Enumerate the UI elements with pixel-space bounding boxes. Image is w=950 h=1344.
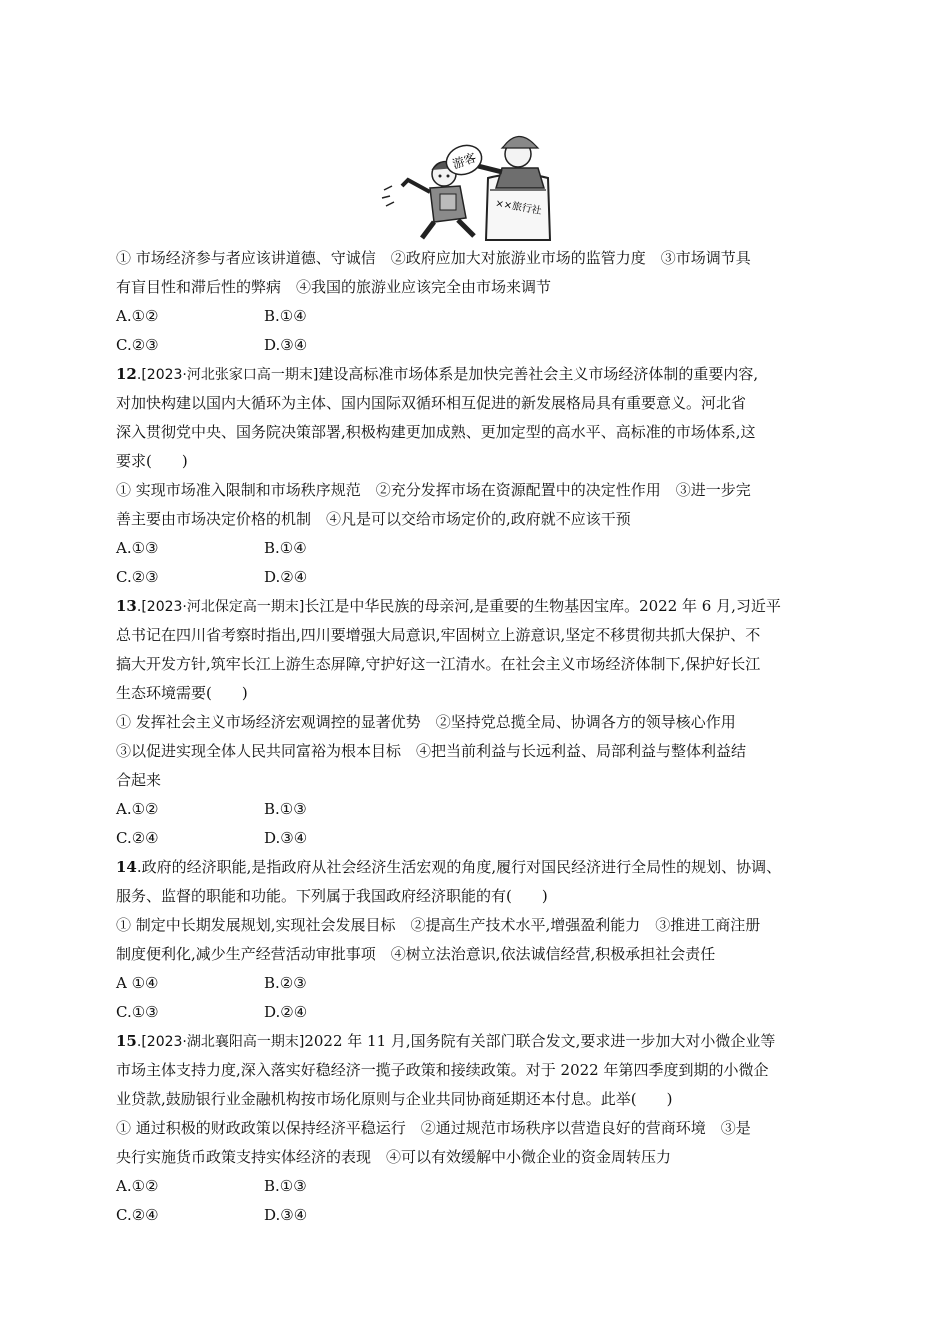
q12-stem-text-1: 建设高标准市场体系是加快完善社会主义市场经济体制的重要内容, xyxy=(318,365,759,383)
q14-choices-row-1 xyxy=(116,969,840,998)
q14-choices-row-2 xyxy=(116,998,840,1027)
q14-number: 14 xyxy=(116,858,137,876)
q12-stem-line-2: 对加快构建以国内大循环为主体、国内国际双循环相互促进的新发展格局具有重要意义。河北省 xyxy=(116,394,747,412)
q13-choice-a: A.①② xyxy=(116,800,159,818)
q12-choice-c: C.②③ xyxy=(116,568,159,586)
q15-choice-a: A.①② xyxy=(116,1177,159,1195)
q11-options-line-1: ① 市场经济参与者应该讲道德、守诚信 ②政府应加大对旅游业市场的监管力度 ③市场调节具 xyxy=(116,249,751,267)
q14-stem-line-2: 服务、监督的职能和功能。下列属于我国政府经济职能的有( ) xyxy=(116,887,548,905)
q12-choices-row-1 xyxy=(116,534,840,563)
q15-stem-line-3: 业贷款,鼓励银行业金融机构按市场化原则与企业共同协商延期还本付息。此举( ) xyxy=(116,1090,673,1108)
q14-stem-text-1: .政府的经济职能,是指政府从社会经济生活宏观的角度,履行对国民经济进行全局性的规划、协调、 xyxy=(136,858,782,876)
q15-stem-text-1: 2022 年 11 月,国务院有关部门联合发文,要求进一步加大对小微企业等 xyxy=(304,1032,776,1050)
q13-stem-text-1: 长江是中华民族的母亲河,是重要的生物基因宝库。2022 年 6 月,习近平 xyxy=(304,597,781,615)
question-12 xyxy=(116,360,840,592)
q15-choices-row-1 xyxy=(116,1172,840,1201)
q13-source: .[2023·河北保定高一期末] xyxy=(136,599,305,615)
q13-number: 13 xyxy=(116,597,137,615)
q13-stem-line-1 xyxy=(116,592,840,621)
q12-options-line-2: 善主要由市场决定价格的机制 ④凡是可以交给市场定价的,政府就不应该干预 xyxy=(116,510,631,528)
q13-choice-b: B.①③ xyxy=(264,800,307,818)
q12-choice-a: A.①③ xyxy=(116,539,159,557)
q12-choices-row-2 xyxy=(116,563,840,592)
q11-choice-b: B.①④ xyxy=(264,307,307,325)
q15-choice-b: B.①③ xyxy=(264,1177,307,1195)
q11-choices-row-1 xyxy=(116,302,840,331)
question-15 xyxy=(116,1027,840,1230)
q15-number: 15 xyxy=(116,1032,137,1050)
q13-choice-c: C.②④ xyxy=(116,829,159,847)
q11-choice-a: A.①② xyxy=(116,307,159,325)
q12-stem-line-4: 要求( ) xyxy=(116,452,188,470)
q14-choice-a: A ①④ xyxy=(116,974,159,992)
shop-sign-text: ××旅行社 xyxy=(494,198,543,218)
q14-choice-d: D.②④ xyxy=(264,1003,308,1021)
question-11 xyxy=(116,244,840,360)
q12-number: 12 xyxy=(116,365,137,383)
q13-stem-line-3: 搞大开发方针,筑牢长江上游生态屏障,守护好这一江清水。在社会主义市场经济体制下,保护好长江 xyxy=(116,655,761,673)
q13-choices-row-2 xyxy=(116,824,840,853)
q12-choice-d: D.②④ xyxy=(264,568,308,586)
q15-choice-c: C.②④ xyxy=(116,1206,159,1224)
question-content xyxy=(116,244,840,1230)
q13-choices-row-1 xyxy=(116,795,840,824)
cartoon-illustration xyxy=(378,118,578,242)
q14-stem-line-1 xyxy=(116,853,840,882)
q13-stem-line-2: 总书记在四川省考察时指出,四川要增强大局意识,牢固树立上游意识,坚定不移贯彻共抓大保护、不 xyxy=(116,626,761,644)
q14-options-line-1: ① 制定中长期发展规划,实现社会发展目标 ②提高生产技术水平,增强盈利能力 ③推进工商注册 xyxy=(116,916,761,934)
q13-options-line-3: 合起来 xyxy=(116,771,162,789)
q12-stem-line-3: 深入贯彻党中央、国务院决策部署,积极构建更加成熟、更加定型的高水平、高标准的市场体系,这 xyxy=(116,423,756,441)
q15-options-line-1: ① 通过积极的财政政策以保持经济平稳运行 ②通过规范市场秩序以营造良好的营商环境 ③是 xyxy=(116,1119,751,1137)
q15-source: .[2023·湖北襄阳高一期末] xyxy=(136,1034,305,1050)
q11-choice-c: C.②③ xyxy=(116,336,159,354)
q13-options-line-2: ③以促进实现全体人民共同富裕为根本目标 ④把当前利益与长远利益、局部利益与整体利益结 xyxy=(116,742,747,760)
q11-options-line-2: 有盲目性和滞后性的弊病 ④我国的旅游业应该完全由市场来调节 xyxy=(116,278,552,296)
q12-options-line-1: ① 实现市场准入限制和市场秩序规范 ②充分发挥市场在资源配置中的决定性作用 ③进一步完 xyxy=(116,481,751,499)
q13-options-line-1: ① 发挥社会主义市场经济宏观调控的显著优势 ②坚持党总揽全局、协调各方的领导核心作用 xyxy=(116,713,736,731)
q12-source: .[2023·河北张家口高一期末] xyxy=(136,367,319,383)
q11-choice-d: D.③④ xyxy=(264,336,308,354)
q15-choice-d: D.③④ xyxy=(264,1206,308,1224)
question-13 xyxy=(116,592,840,853)
q13-choice-d: D.③④ xyxy=(264,829,308,847)
q14-choice-b: B.②③ xyxy=(264,974,307,992)
q11-choices-row-2 xyxy=(116,331,840,360)
tourist-sign-text: 游客 xyxy=(450,150,479,172)
q14-choice-c: C.①③ xyxy=(116,1003,159,1021)
q15-options-line-2: 央行实施货币政策支持实体经济的表现 ④可以有效缓解中小微企业的资金周转压力 xyxy=(116,1148,672,1166)
q15-choices-row-2 xyxy=(116,1201,840,1230)
q15-stem-line-2: 市场主体支持力度,深入落实好稳经济一揽子政策和接续政策。对于 2022 年第四季度到期的小微企 xyxy=(116,1061,769,1079)
q12-choice-b: B.①④ xyxy=(264,539,307,557)
q15-stem-line-1 xyxy=(116,1027,840,1056)
q13-stem-line-4: 生态环境需要( ) xyxy=(116,684,248,702)
question-14 xyxy=(116,853,840,1027)
q12-stem-line-1 xyxy=(116,360,840,389)
q14-options-line-2: 制度便利化,减少生产经营活动审批事项 ④树立法治意识,依法诚信经营,积极承担社会责任 xyxy=(116,945,716,963)
